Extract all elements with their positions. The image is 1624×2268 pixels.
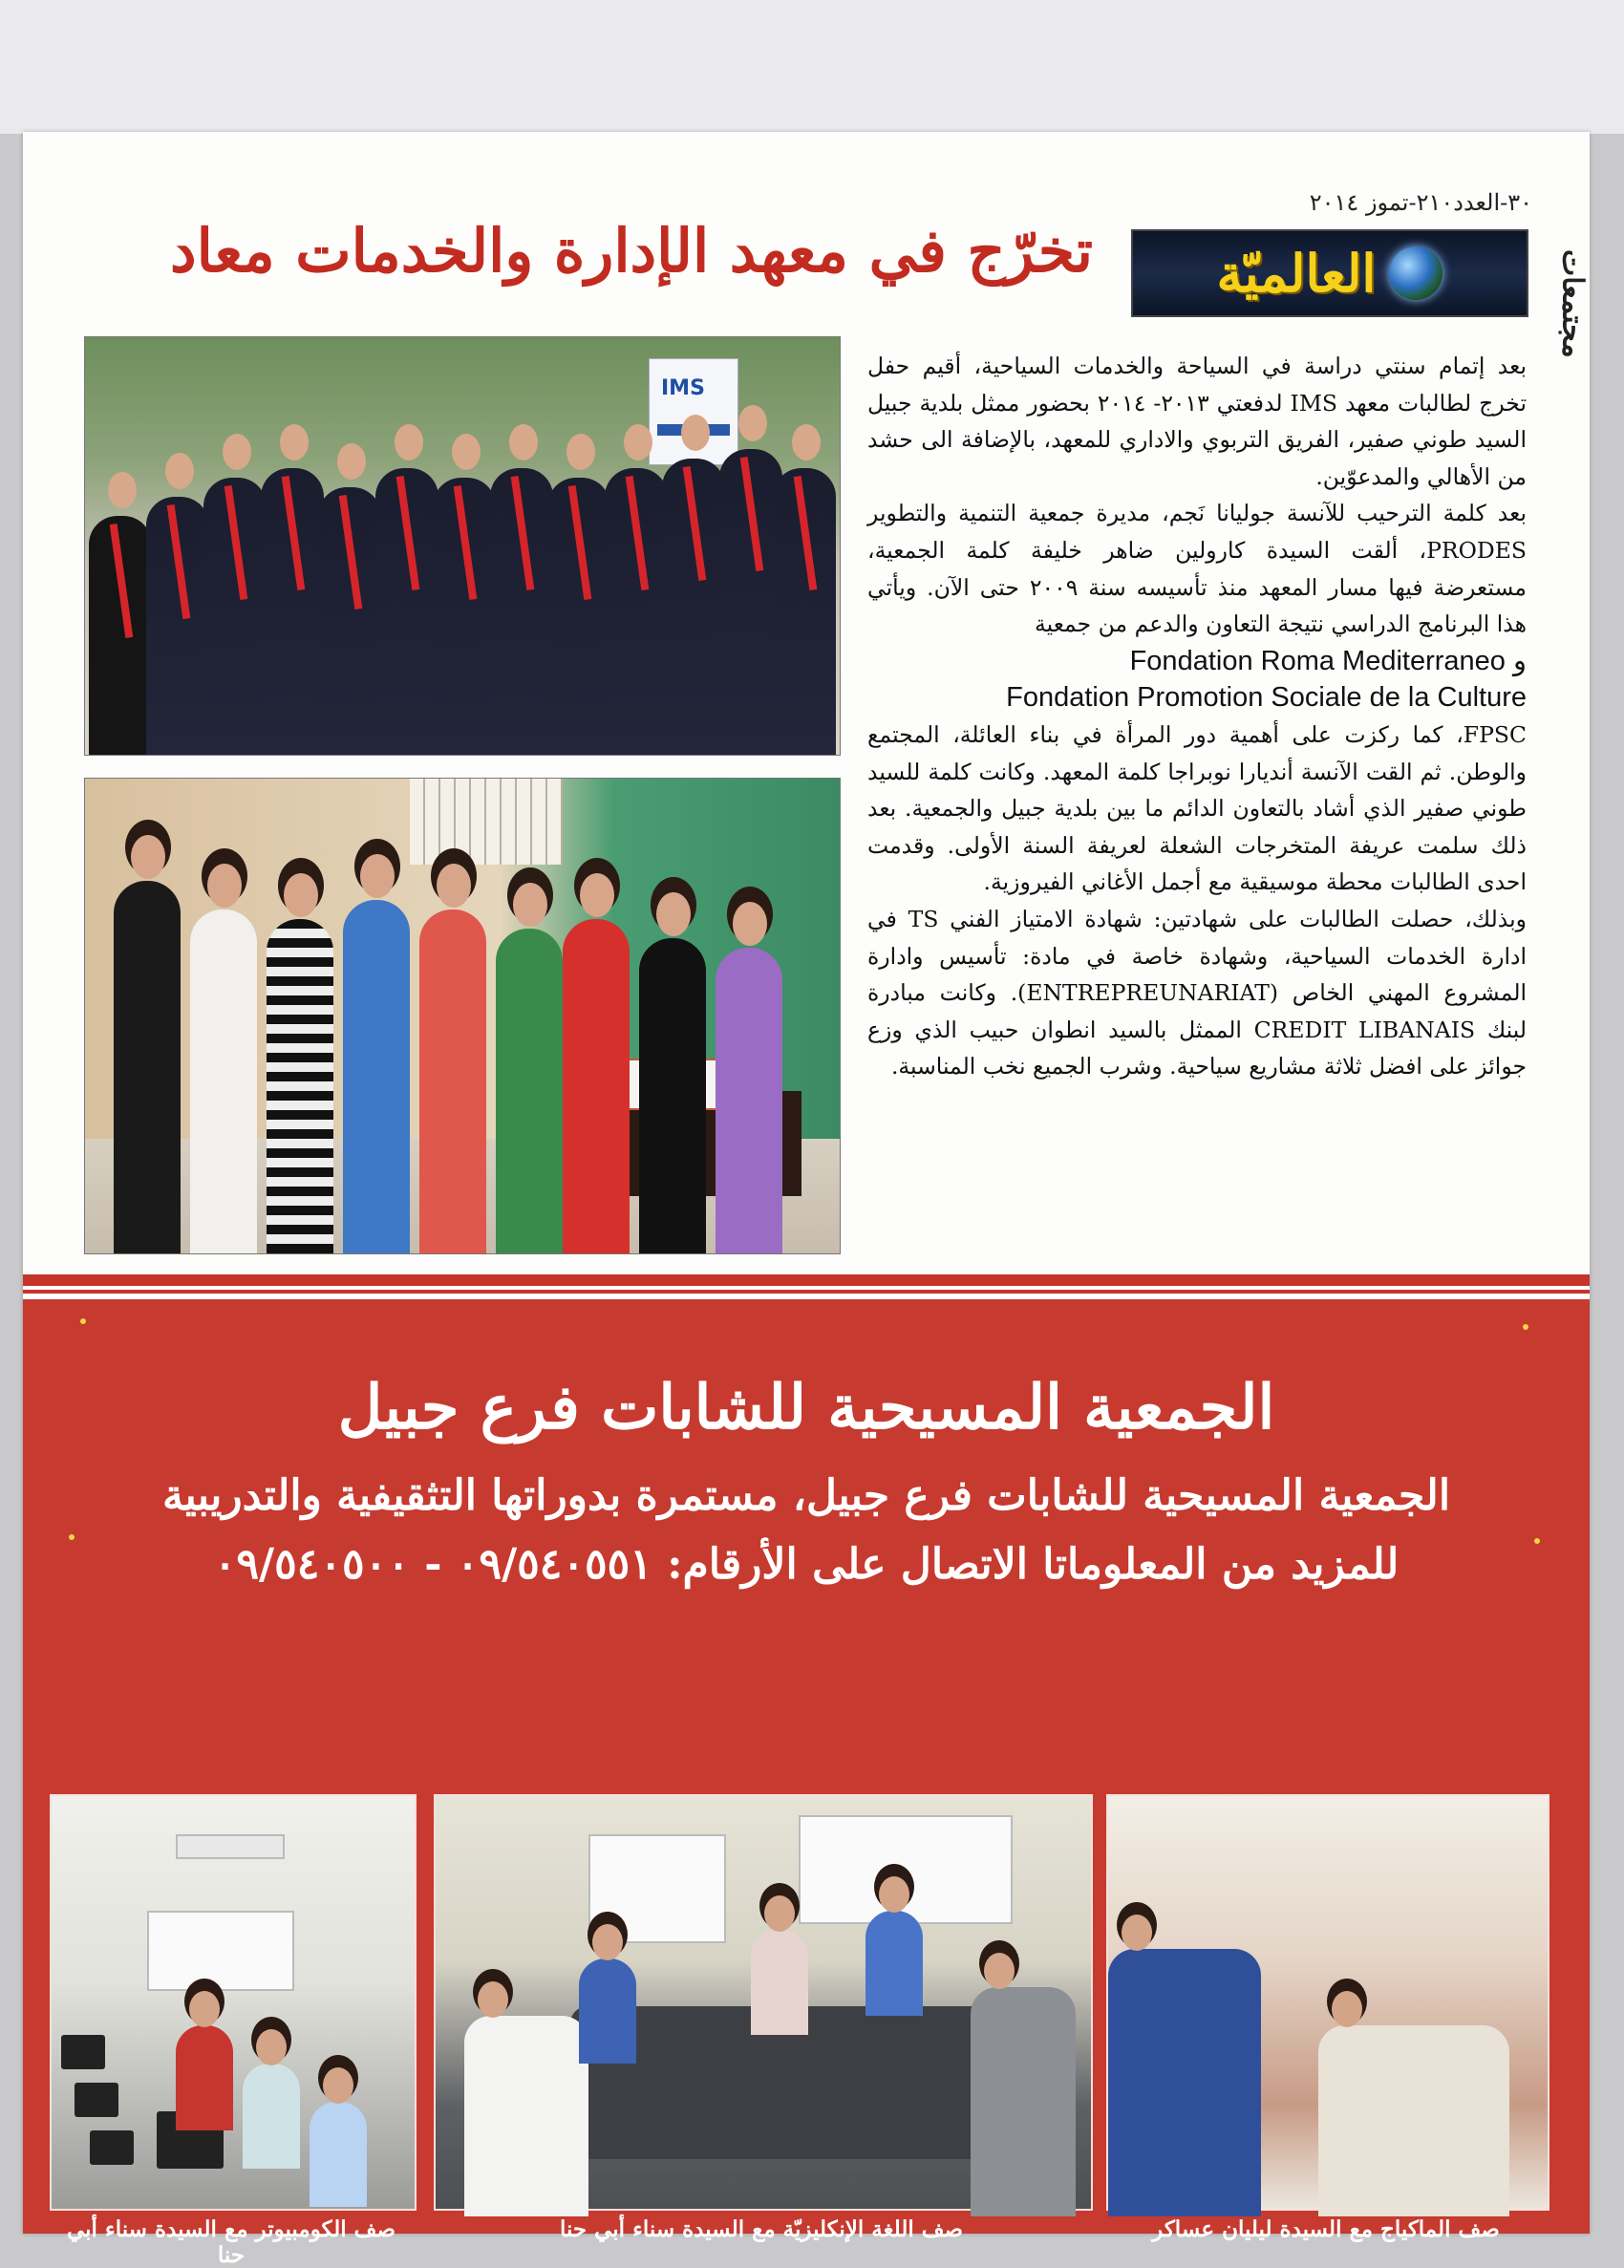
section-tab xyxy=(1555,208,1590,399)
graduate-figure xyxy=(490,468,553,755)
woman-figure xyxy=(563,919,630,1253)
woman-figure xyxy=(716,948,782,1253)
article-headline: تخرّج في معهد الإدارة والخدمات معاد xyxy=(170,216,1093,286)
celebration-photo xyxy=(84,778,841,1254)
advert-contact: للمزيد من المعلوماتا الاتصال على الأرقام: ٠٩/٥٤٠٥٥١ - ٠٩/٥٤٠٥٠٠ xyxy=(213,1540,1400,1589)
globe-icon xyxy=(1389,246,1442,300)
graduate-figure xyxy=(375,468,438,755)
graduate-figure xyxy=(89,516,152,755)
woman-figure xyxy=(496,929,563,1253)
graduate-figure xyxy=(146,497,209,755)
graduate-figure xyxy=(433,478,496,755)
graduate-figure xyxy=(662,459,725,755)
computer-class-photo xyxy=(50,1794,417,2211)
article-latin-line: Fondation Promotion Sociale de la Culture xyxy=(1006,682,1527,714)
graduate-figure xyxy=(547,478,610,755)
article-latin-line: Fondation Roma Mediterraneo و xyxy=(1129,645,1527,676)
photo-caption: صف اللغة الإنكليزيّة مع السيدة سناء أبي حنا xyxy=(559,2216,964,2242)
woman-figure xyxy=(343,900,410,1253)
article-paragraph: بعد إتمام سنتي دراسة في السياحة والخدمات السياحية، أقيم حفل تخرج لطالبات معهد IMS لدفعتي ٢٠١٣- ٢٠١٤ بحضور ممثل بلدية جبيل السيد طوني صفير، الفريق التربوي والاداري للمعهد، بالإضافة الى حشد من الأهالي والمدعوّين. xyxy=(867,353,1528,490)
graduate-figure xyxy=(318,487,381,755)
issue-info: ٣٠-العدد٢١٠-تموز ٢٠١٤ xyxy=(1309,189,1532,216)
woman-figure xyxy=(190,909,257,1253)
graduate-figure xyxy=(203,478,267,755)
scan-top-margin xyxy=(0,0,1624,134)
photo-caption: صف الكومبيوتر مع السيدة سناء أبي حنا xyxy=(66,2216,396,2268)
photo-caption: صف الماكياج مع السيدة ليليان عساكر xyxy=(1152,2216,1500,2242)
section-divider xyxy=(23,1274,1590,1286)
article-paragraph: FPSC، كما ركزت على أهمية دور المرأة في بناء العائلة، المجتمع والوطن. ثم القت الآنسة أنديارا نوبراجا كلمة المعهد. وكانت كلمة للسيد طوني صفير الذي أشاد بالتعاون الدائم ما بين بلدية جبيل والجمعية. بعد ذلك سلمت عريفة المتخرجات الشعلة لعريفة السنة الأولى. وقدمت احدى الطالبات محطة موسيقية مع أجمل الأغاني الفيروزية. xyxy=(867,720,1527,896)
woman-figure xyxy=(419,909,486,1253)
magazine-logo xyxy=(1131,229,1528,317)
ymca-advert xyxy=(23,1299,1590,2268)
woman-figure xyxy=(267,919,333,1253)
window xyxy=(410,779,563,865)
graduate-figure xyxy=(605,468,668,755)
woman-figure xyxy=(639,938,706,1253)
makeup-class-photo xyxy=(1106,1794,1549,2211)
woman-figure xyxy=(114,881,181,1253)
section-divider xyxy=(23,1290,1590,1294)
graduate-figure xyxy=(773,468,836,755)
english-class-photo xyxy=(434,1794,1093,2211)
graduation-group-photo xyxy=(84,336,841,756)
advert-subtitle: الجمعية المسيحية للشابات فرع جبيل، مستمرة بدوراتها التثقيفية والتدريبية xyxy=(161,1471,1451,1520)
article-body xyxy=(867,348,1527,1085)
article-paragraph: بعد كلمة الترحيب للآنسة جوليانا نَجم، مديرة جمعية التنمية والتطوير PRODES، ألقت السيدة كارولين ضاهر خليفة كلمة الجمعية، مستعرضة فيها مسار المعهد منذ تأسيسه سنة ٢٠٠٩ حتى الآن. ويأتي هذا البرنامج الدراسي نتيجة التعاون والدعم من جمعية xyxy=(867,500,1528,638)
advert-title: الجمعية المسيحية للشابات فرع جبيل xyxy=(337,1372,1275,1444)
graduate-figure xyxy=(261,468,324,755)
magazine-page xyxy=(23,132,1590,2268)
ims-banner-text: IMS xyxy=(661,376,705,400)
section-tab-label: مجتمعات xyxy=(1555,249,1590,358)
logo-text: العالميّة xyxy=(1216,243,1377,304)
article-paragraph: وبذلك، حصلت الطالبات على شهادتين: شهادة الامتياز الفني TS في ادارة الخدمات السياحية، وشهادة خاصة في مادة: تأسيس وادارة المشروع المهني الخاص (ENTREPREUNARIAT). وكانت مبادرة لبنك CREDIT LIBANAIS الممثل بالسيد انطوان حبيب الذي وزع جوائز على افضل ثلاثة مشاريع سياحية. وشرب الجميع نخب المناسبة. xyxy=(867,905,1528,1081)
